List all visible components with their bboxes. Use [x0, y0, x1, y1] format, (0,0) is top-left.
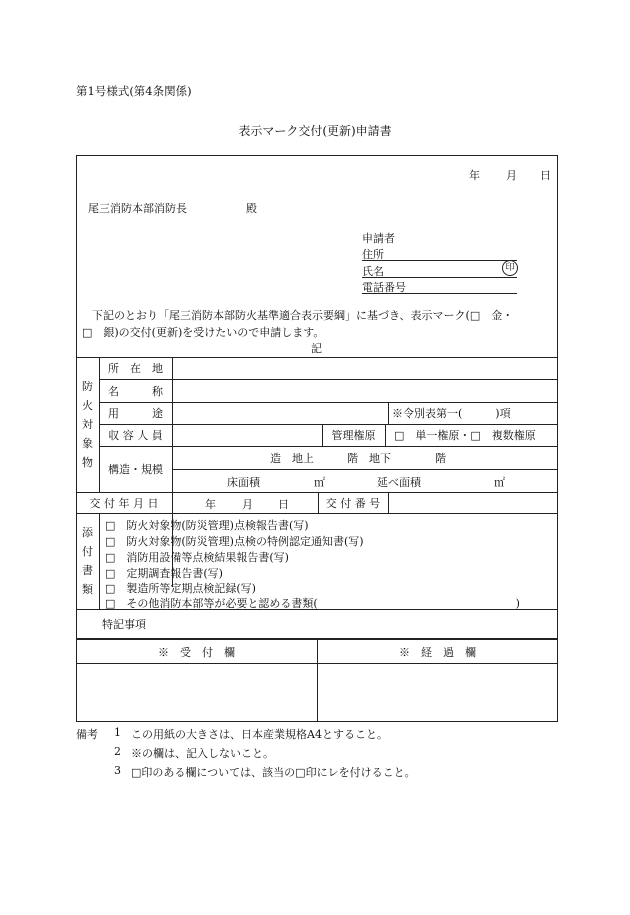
- date-day[interactable]: 日: [540, 169, 551, 182]
- floor-area-unit: ㎡: [314, 476, 325, 489]
- special-notes-label: 特記事項: [102, 617, 146, 631]
- ki-heading: 記: [311, 342, 322, 355]
- total-area-label: 延べ面積: [377, 476, 421, 489]
- divider: [385, 424, 386, 446]
- applicant-phone-label: 電話番号: [362, 281, 406, 294]
- reception-label: ※ 受 付 欄: [158, 645, 235, 659]
- floor-area-label: 床面積: [227, 476, 260, 489]
- seal-icon: 印: [502, 260, 518, 276]
- issue-month[interactable]: 月: [242, 498, 253, 511]
- date-month[interactable]: 月: [506, 169, 517, 182]
- phone-line[interactable]: [362, 293, 517, 294]
- location-label: 所 在 地: [108, 362, 163, 375]
- issue-year[interactable]: 年: [205, 498, 216, 511]
- attachment-item[interactable]: □ その他消防本部等が必要と認める書類( ): [105, 597, 520, 610]
- issue-number-label: 交 付 番 号: [325, 496, 381, 510]
- attachments-group-label: 添 付 書 類: [82, 526, 93, 596]
- divider: [99, 513, 100, 609]
- remark-number: 3: [114, 764, 121, 777]
- use-field[interactable]: [173, 403, 387, 424]
- page-title: 表示マーク交付(更新)申請書: [238, 124, 392, 138]
- use-label: 用 途: [108, 407, 163, 420]
- remarks-label: 備考: [76, 728, 98, 741]
- use-reference[interactable]: ※令別表第一( )項: [392, 407, 511, 420]
- remark-number: 1: [114, 726, 121, 739]
- building-group-label: 防 火 対 象 物: [82, 380, 93, 469]
- issue-number-field[interactable]: [389, 493, 557, 513]
- special-notes-field[interactable]: [173, 610, 557, 638]
- attachment-item[interactable]: □ 消防用設備等点検結果報告書(写): [105, 551, 289, 564]
- addressee: 尾三消防本部消防長: [88, 202, 187, 215]
- issue-day[interactable]: 日: [278, 498, 289, 511]
- authority-options[interactable]: □ 単一権原・□ 複数権原: [394, 429, 536, 442]
- issue-date-label: 交 付 年 月 日: [89, 496, 159, 510]
- address-line[interactable]: [362, 260, 517, 261]
- attachment-item[interactable]: □ 防火対象物(防災管理)点検の特例認定通知書(写): [105, 535, 364, 548]
- attachment-item[interactable]: □ 製造所等定期点検記録(写): [105, 582, 256, 595]
- applicant-address-label: 住所: [362, 248, 384, 261]
- structure-label: 構造・規模: [108, 463, 163, 476]
- location-field[interactable]: [173, 358, 557, 379]
- authority-label: 管理権原: [331, 429, 376, 442]
- name-line[interactable]: [362, 277, 517, 278]
- honorific: 殿: [246, 202, 257, 215]
- structure-floors[interactable]: 造 地上 階 地下 階: [270, 452, 446, 465]
- remark-text: ※の欄は、記入しないこと。: [131, 747, 274, 760]
- form-number: 第1号様式(第4条関係): [76, 84, 192, 98]
- remark-text: この用紙の大きさは、日本産業規格A4とすること。: [131, 728, 388, 741]
- remark-number: 2: [114, 745, 121, 758]
- capacity-field[interactable]: [173, 425, 321, 446]
- capacity-label: 収 容 人 員: [108, 429, 163, 442]
- name-label: 名 称: [108, 385, 163, 398]
- applicant-heading: 申請者: [362, 232, 395, 245]
- progress-field: [318, 664, 557, 721]
- remark-text: □印のある欄については、該当の□印にレを付けること。: [131, 766, 416, 779]
- total-area-unit: ㎡: [494, 476, 505, 489]
- divider: [388, 402, 389, 424]
- date-year[interactable]: 年: [469, 169, 480, 182]
- divider: [172, 469, 558, 470]
- attachment-item[interactable]: □ 定期調査報告書(写): [105, 567, 223, 580]
- reception-field: [77, 664, 316, 721]
- applicant-name-label: 氏名: [362, 265, 384, 278]
- progress-label: ※ 経 過 欄: [399, 645, 476, 659]
- attachment-item[interactable]: □ 防火対象物(防災管理)点検報告書(写): [105, 519, 309, 532]
- name-field[interactable]: [173, 381, 557, 402]
- request-line-2: □ 銀)の交付(更新)を受けたいので申請します。: [82, 326, 325, 339]
- divider: [76, 513, 558, 514]
- request-line-1: 下記のとおり「尾三消防本部防火基準適合表示要綱」に基づき、表示マーク(□ 金・: [92, 309, 514, 322]
